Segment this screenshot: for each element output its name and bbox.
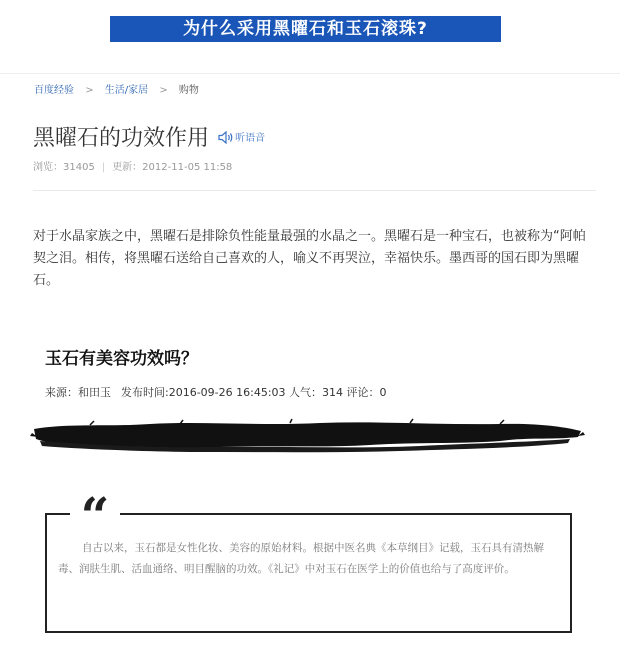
breadcrumb-separator: >	[85, 85, 94, 96]
article-meta	[33, 158, 232, 173]
breadcrumb-bar	[0, 73, 620, 98]
quote-text: 自古以来，玉石都是女性化妆、美容的原始材料。根据中医名典《本草纲目》记载，玉石具有清热解毒、润肤生肌、活血通络、明目醒脑的功效。《礼记》中对玉石在医学上的价值也给与了高度评价。	[58, 542, 544, 575]
embedded-source-row	[45, 384, 387, 400]
title-row	[33, 121, 265, 153]
listen-label: 听语音	[235, 132, 266, 144]
breadcrumb-home-link[interactable]: 百度经验	[34, 85, 74, 96]
quote-mark-icon: “	[70, 488, 120, 528]
intro-paragraph: 对于水晶家族之中，黑曜石是排除负性能量最强的水晶之一。黑曜石是一种宝石，也被称为“阿帕契之泪。相传，将黑曜石送给自己喜欢的人，喻义不再哭泣，幸福快乐。墨西哥的国石即为黑曜石。	[33, 229, 586, 288]
speaker-icon	[218, 131, 234, 144]
ink-brush-stroke	[30, 415, 585, 455]
comment-count: 评论：0	[346, 386, 387, 399]
breadcrumb-current: 购物	[178, 85, 199, 96]
top-banner: 为什么采用黑曜石和玉石滚珠?	[110, 16, 501, 42]
source-label: 来源：和田玉	[45, 386, 111, 399]
breadcrumb-category-link[interactable]: 生活/家居	[104, 85, 149, 96]
divider	[33, 190, 596, 191]
view-count: 浏览：31405	[33, 162, 95, 173]
update-time: 更新：2012-11-05 11:58	[112, 162, 233, 173]
breadcrumb	[34, 81, 199, 96]
popularity: 人气：314	[289, 386, 344, 399]
breadcrumb-separator: >	[159, 85, 168, 96]
page-title: 黑曜石的功效作用	[33, 126, 210, 151]
publish-time: 发布时间:2016-09-26 16:45:03	[121, 386, 286, 399]
meta-divider: |	[101, 162, 106, 173]
embedded-question-title: 玉石有美容功效吗？	[45, 349, 198, 369]
listen-button[interactable]	[218, 129, 265, 145]
